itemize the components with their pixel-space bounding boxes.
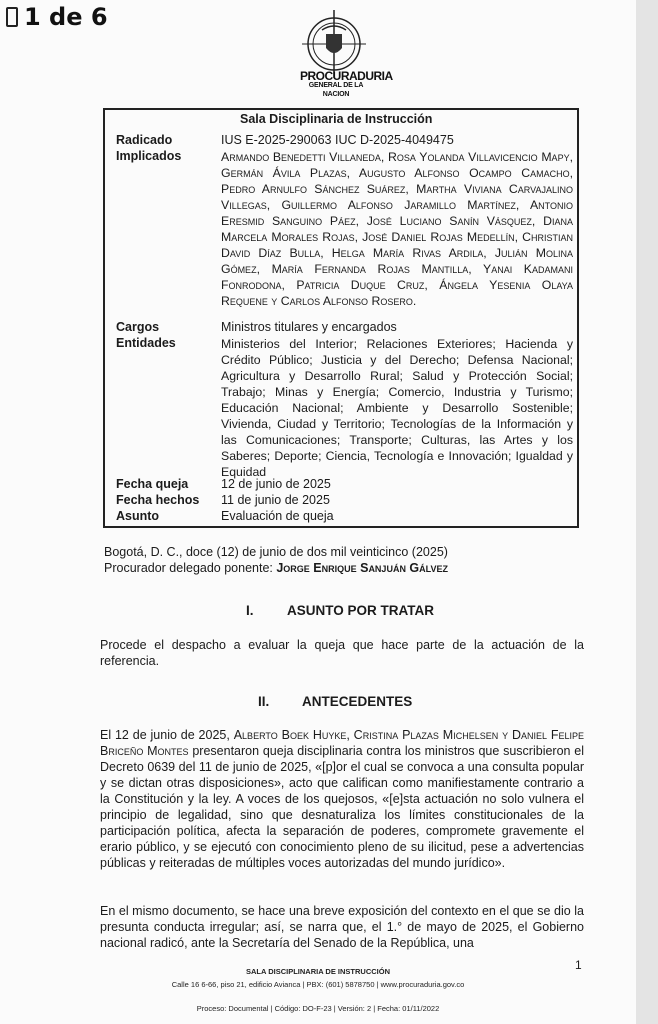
section1-text: Procede el despacho a evaluar la queja que hace parte de la actuación de la referencia. xyxy=(100,638,584,668)
section2-title: ANTECEDENTES xyxy=(302,694,413,709)
page-number: 1 xyxy=(575,958,582,972)
section1-number: I. xyxy=(246,603,254,618)
asunto-label: Asunto xyxy=(116,509,160,523)
radicado-label: Radicado xyxy=(116,133,173,147)
page-icon xyxy=(6,7,18,27)
page-indicator-text: 1 de 6 xyxy=(24,3,108,31)
ponente-line xyxy=(104,561,448,575)
section1-title: ASUNTO POR TRATAR xyxy=(287,603,434,618)
logo-line1: PROCURADURIA xyxy=(300,69,393,83)
box-title: Sala Disciplinaria de Instrucción xyxy=(240,112,433,126)
antecedentes-paragraph-1 xyxy=(100,727,584,871)
antecedentes-p1-a: El 12 de junio de 2025, xyxy=(100,728,234,742)
logo-text xyxy=(300,69,393,99)
antecedentes-p1-b: presentaron queja disciplinaria contra los ministros que suscribieron el Decreto 0639 del 11 de junio de 2025, «[p]or el cual se convoca a una consulta popular y se dictan otras disposiciones», acto que califican como manifiestamente contrario a la Constitución y la ley. A voces de los quejosos, «[e]sta actuación no solo vulnera el principio de legalidad, sino que desnaturaliza los límites constitucionales de la participación política, afecta la separación de poderes, compromete gravemente el erario público, y se ejecutó con conocimiento pleno de su ilicitud, pese a advertencias públicas y reiteradas de múltiples voces autorizadas del mundo jurídico». xyxy=(100,744,585,870)
fecha-hechos-value: 11 de junio de 2025 xyxy=(221,493,330,507)
entidades-value: Ministerios del Interior; Relaciones Exteriores; Hacienda y Crédito Público; Justicia y del Derecho; Defensa Nacional; Agricultura y Desarrollo Rural; Salud y Protección Social; Trabajo; Minas y Energía; Comercio, Industria y Turismo; Educación Nacional; Ambiente y Desarrollo Sostenible; Vivienda, Ciudad y Territorio; Tecnologías de la Información y las Comunicaciones; Transporte; Culturas, las Artes y los Saberes; Deporte; Ciencia, Tecnología e Innovación; Igualdad y Equidad xyxy=(221,337,573,479)
section2-number: II. xyxy=(258,694,270,709)
footer-line3: Proceso: Documental | Código: DO-F-23 | Versión: 2 | Fecha: 01/11/2022 xyxy=(196,1004,440,1013)
asunto-value: Evaluación de queja xyxy=(221,509,334,523)
ponente-label: Procurador delegado ponente: xyxy=(104,561,277,575)
quejosos-names: Alberto Boek Huyke, Cristina Plazas Michelsen y Daniel Felipe Briceño Montes xyxy=(100,728,585,758)
page-indicator[interactable] xyxy=(6,3,108,31)
place-date: Bogotá, D. C., doce (12) de junio de dos mil veinticinco (2025) xyxy=(104,545,448,559)
implicados-label: Implicados xyxy=(116,149,182,163)
logo-line2: GENERAL DE LA NACION xyxy=(308,82,364,98)
cargos-value: Ministros titulares y encargados xyxy=(221,320,397,334)
footer-line2: Calle 16 6-66, piso 21, edificio Avianca | PBX: (601) 5878750 | www.procuraduria.gov.co xyxy=(171,980,465,989)
viewer-scroll-area[interactable] xyxy=(636,0,658,1024)
cargos-label: Cargos xyxy=(116,320,160,334)
ponente-name: Jorge Enrique Sanjuán Gálvez xyxy=(276,561,448,575)
antecedentes-paragraph-2: En el mismo documento, se hace una breve exposición del contexto en el que se dio la presunta conducta irregular; así, se narra que, el 1.° de mayo de 2025, el Gobierno nacional radicó, ante la Secretaría del Senado de la República, una xyxy=(100,904,584,950)
fecha-hechos-label: Fecha hechos xyxy=(116,493,200,507)
radicado-value: IUS E-2025-290063 IUC D-2025-4049475 xyxy=(221,133,454,147)
footer-line1: SALA DISCIPLINARIA DE INSTRUCCIÓN xyxy=(245,967,391,976)
entidades-label: Entidades xyxy=(116,336,176,350)
fecha-queja-label: Fecha queja xyxy=(116,477,189,491)
fecha-queja-value: 12 de junio de 2025 xyxy=(221,477,331,491)
implicados-value: Armando Benedetti Villaneda, Rosa Yolanda Villavicencio Mapy, Germán Ávila Plazas, Augusto Alfonso Ocampo Camacho, Pedro Arnulfo Sánchez Suárez, Martha Viviana Carvajalino Villegas, Guillermo Alfonso Jaramillo Martínez, Antonio Eresmid Sanguino Páez, José Luciano Sanín Vásquez, Diana Marcela Morales Rojas, José Daniel Rojas Medellín, Christian David Díaz Bulla, Helga María Rivas Ardila, Julián Molina Gómez, María Fernanda Rojas Mantilla, Yanai Kadamani Fonrodona, Patricia Duque Cruz, Ángela Yesenia Olaya Requene y Carlos Alfonso Rosero. xyxy=(221,150,573,308)
